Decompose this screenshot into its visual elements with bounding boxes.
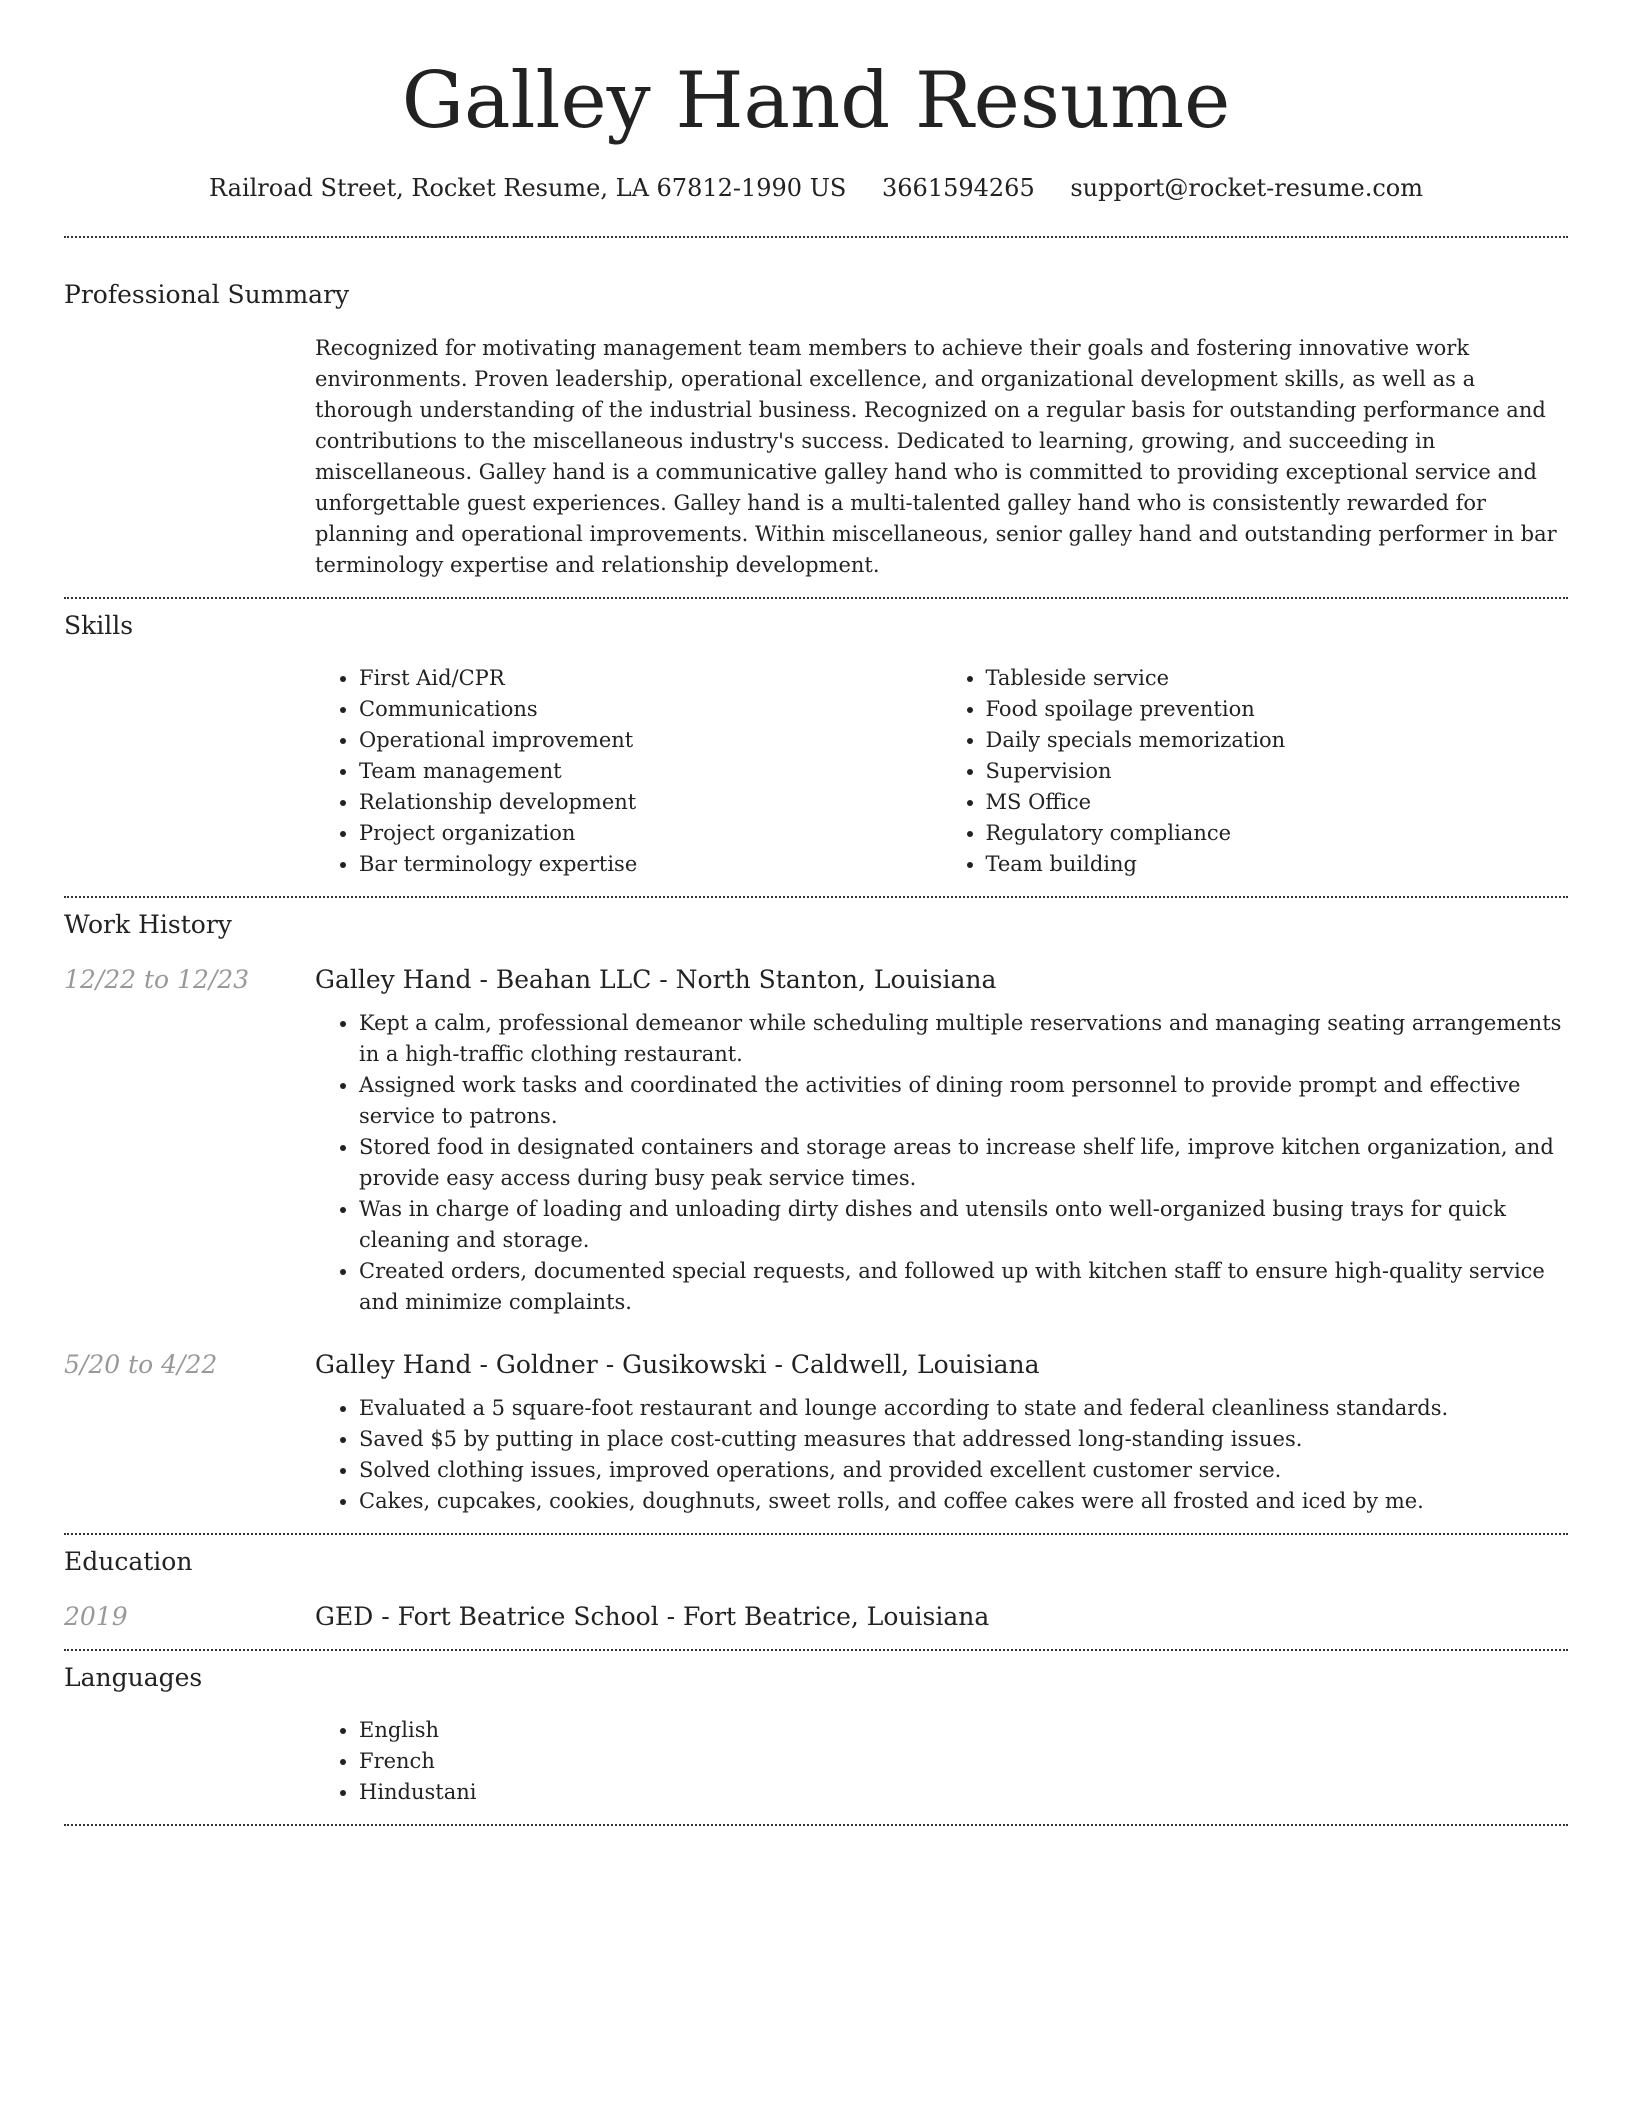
contact-line [64, 174, 1568, 202]
skill-item: • Communications [359, 694, 942, 725]
summary-heading: Professional Summary [64, 280, 350, 309]
contact-email: support@rocket-resume.com [1070, 174, 1423, 202]
job-bullets [315, 1008, 1568, 1318]
summary-section [64, 238, 1568, 597]
skill-item: • Daily specials memorization [986, 725, 1569, 756]
language-item: • French [359, 1746, 1568, 1777]
language-item: • Hindustani [359, 1777, 1568, 1808]
job-bullets [315, 1393, 1568, 1517]
job-bullet: • Evaluated a 5 square-foot restaurant and lounge according to state and federal cleanliness standards. [359, 1393, 1568, 1424]
skills-list-left [315, 663, 942, 880]
work-heading: Work History [64, 910, 232, 939]
education-title: GED - Fort Beatrice School - Fort Beatrice, Louisiana [315, 1602, 990, 1631]
job-dates: 5/20 to 4/22 [64, 1350, 218, 1379]
skill-item: • Tableside service [986, 663, 1569, 694]
skills-section [64, 599, 1568, 896]
job-bullet: • Solved clothing issues, improved operations, and provided excellent customer service. [359, 1455, 1568, 1486]
education-entry [64, 1602, 1568, 1631]
contact-address: Railroad Street, Rocket Resume, LA 67812-1990 US [209, 174, 847, 202]
job-dates: 12/22 to 12/23 [64, 965, 250, 994]
job-title: Galley Hand - Goldner - Gusikowski - Caldwell, Louisiana [315, 1350, 1040, 1379]
languages-content [315, 1715, 1568, 1808]
skills-list-right [942, 663, 1569, 880]
skill-item: • Bar terminology expertise [359, 849, 942, 880]
contact-phone: 3661594265 [882, 174, 1035, 202]
languages-list [315, 1715, 1568, 1808]
education-section [64, 1535, 1568, 1649]
job-title: Galley Hand - Beahan LLC - North Stanton, Louisiana [315, 965, 997, 994]
job-entry [64, 1350, 1568, 1517]
languages-heading: Languages [64, 1663, 203, 1692]
job-bullet: • Was in charge of loading and unloading dirty dishes and utensils onto well-organized busing trays for quick cleaning and storage. [359, 1194, 1568, 1256]
skill-item: • Regulatory compliance [986, 818, 1569, 849]
education-heading: Education [64, 1547, 193, 1576]
job-bullet: • Cakes, cupcakes, cookies, doughnuts, sweet rolls, and coffee cakes were all frosted and iced by me. [359, 1486, 1568, 1517]
job-bullet: • Kept a calm, professional demeanor while scheduling multiple reservations and managing seating arrangements in a high-traffic clothing restaurant. [359, 1008, 1568, 1070]
skill-item: • MS Office [986, 787, 1569, 818]
skill-item: • Food spoilage prevention [986, 694, 1569, 725]
resume-title: Galley Hand Resume [401, 56, 1231, 146]
skill-item: • First Aid/CPR [359, 663, 942, 694]
languages-section [64, 1651, 1568, 1824]
job-bullet: • Stored food in designated containers and storage areas to increase shelf life, improve kitchen organization, and provide easy access during busy peak service times. [359, 1132, 1568, 1194]
skills-grid [315, 663, 1568, 880]
summary-text: Recognized for motivating management team members to achieve their goals and fostering innovative work environments. Proven leadership, operational excellence, and organizational development skills, as well as a thorough understanding of the industrial business. Recognized on a regular basis for outstanding performance and contributions to the miscellaneous industry's success. Dedicated to learning, growing, and succeeding in miscellaneous. Galley hand is a communicative galley hand who is committed to providing exceptional service and unforgettable guest experiences. Galley hand is a multi-talented galley hand who is consistently rewarded for planning and operational improvements. Within miscellaneous, senior galley hand and outstanding performer in bar terminology expertise and relationship development. [315, 336, 1557, 577]
job-bullet: • Saved $5 by putting in place cost-cutting measures that addressed long-standing issues. [359, 1424, 1568, 1455]
work-section [64, 898, 1568, 1533]
skill-item: • Operational improvement [359, 725, 942, 756]
skill-item: • Relationship development [359, 787, 942, 818]
skill-item: • Supervision [986, 756, 1569, 787]
skills-heading: Skills [64, 611, 134, 640]
job-bullet: • Created orders, documented special requests, and followed up with kitchen staff to ensure high-quality service and minimize complaints. [359, 1256, 1568, 1318]
job-header [64, 1350, 1568, 1379]
skill-item: • Team building [986, 849, 1569, 880]
section-divider [64, 1824, 1568, 1826]
education-dates: 2019 [64, 1602, 128, 1631]
job-entry [64, 965, 1568, 1318]
language-item: • English [359, 1715, 1568, 1746]
job-header [64, 965, 1568, 994]
skill-item: • Team management [359, 756, 942, 787]
job-bullet: • Assigned work tasks and coordinated the activities of dining room personnel to provide prompt and effective service to patrons. [359, 1070, 1568, 1132]
skill-item: • Project organization [359, 818, 942, 849]
